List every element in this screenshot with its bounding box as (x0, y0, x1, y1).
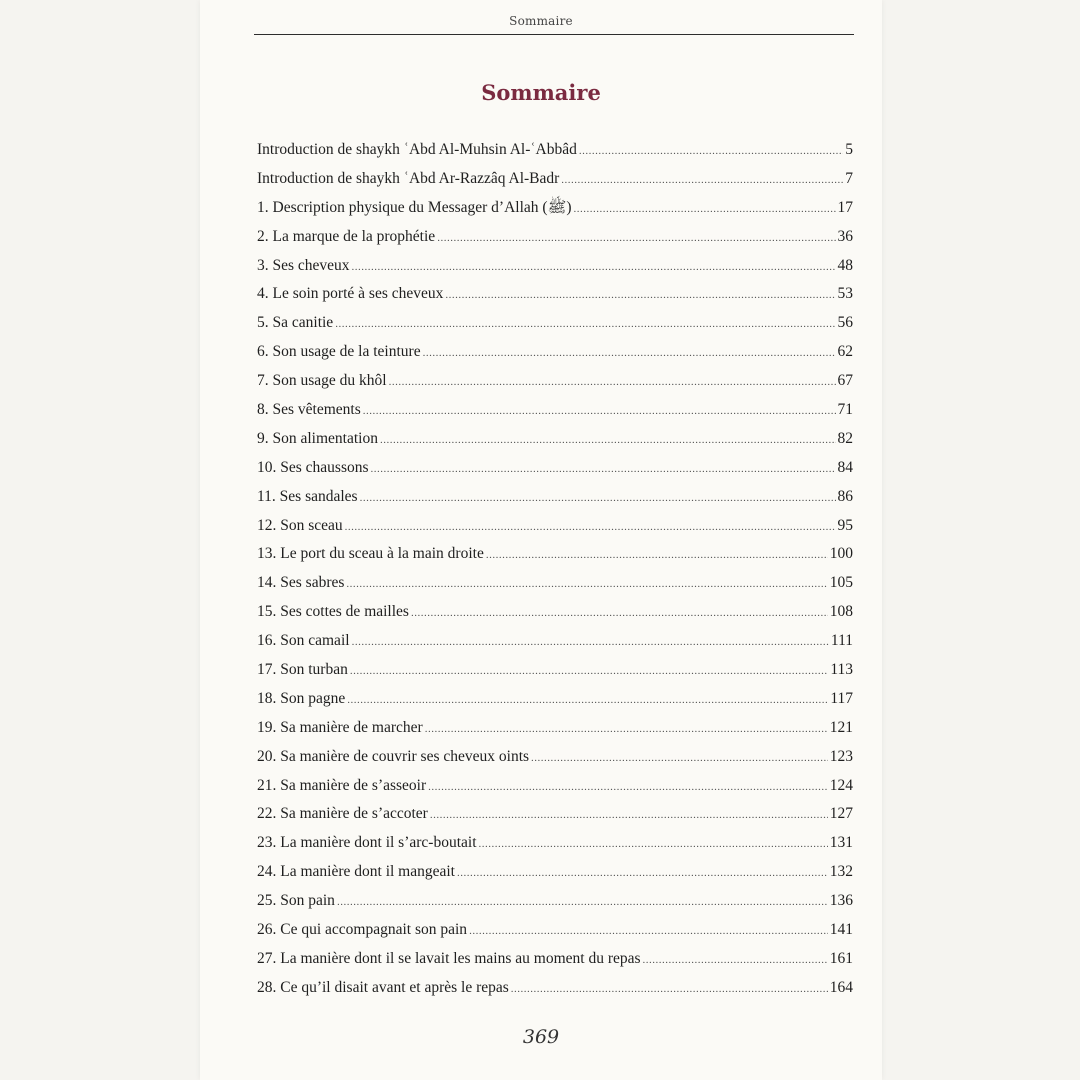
toc-entry-page: 86 (837, 487, 853, 505)
toc-entry-title: 24. La manière dont il mangeait (257, 863, 455, 881)
toc-entry-title: 1. Description physique du Messager d’Allah (ﷺ) (257, 198, 572, 216)
toc-entry (257, 800, 853, 829)
toc-entry-title: Introduction de shaykh ʿAbd Ar-Razzâq Al-Badr (257, 169, 560, 187)
dot-leader (363, 397, 836, 426)
toc-entry-title: 11. Ses sandales (257, 487, 358, 505)
dot-leader (437, 224, 835, 253)
page-number: 369 (522, 1026, 560, 1048)
dot-leader (346, 570, 827, 599)
toc-entry-title: 6. Son usage de la teinture (257, 343, 421, 361)
toc-entry-title: 5. Sa canitie (257, 314, 334, 332)
toc-entry-page: 71 (837, 401, 853, 419)
toc-entry (257, 598, 853, 627)
toc-entry (257, 829, 853, 858)
toc-entry (257, 396, 853, 425)
dot-leader (531, 744, 828, 773)
toc-entry-page: 108 (829, 603, 853, 621)
toc-entry (257, 569, 853, 598)
toc-entry-title: 10. Ses chaussons (257, 458, 369, 476)
toc-entry-title: 3. Ses cheveux (257, 256, 350, 274)
toc-entry-title: 8. Ses vêtements (257, 401, 361, 419)
toc-entry-title: Introduction de shaykh ʿAbd Al-Muhsin Al-ʿAbbâd (257, 141, 577, 158)
toc-entry-page: 127 (829, 805, 853, 823)
toc-entry (257, 714, 853, 743)
running-head: Sommaire (509, 14, 573, 28)
toc-entry-title: 19. Sa manière de marcher (257, 718, 423, 736)
toc-entry (257, 945, 853, 974)
page-title: Sommaire (481, 80, 601, 105)
toc-entry-page: 136 (829, 892, 853, 910)
toc-entry-page: 56 (837, 314, 853, 332)
toc-entry-title: 25. Son pain (257, 892, 335, 910)
toc-entry (257, 338, 853, 367)
toc-entry-title: 16. Son camail (257, 632, 350, 650)
toc-entry (257, 223, 853, 252)
toc-entry-page: 164 (829, 978, 853, 996)
toc-entry-page: 5 (845, 141, 853, 158)
toc-entry-page: 121 (829, 718, 853, 736)
toc-entry-page: 117 (830, 689, 853, 707)
dot-leader (335, 310, 835, 339)
toc-entry-page: 17 (837, 198, 853, 216)
toc-entry (257, 280, 853, 309)
toc-entry-page: 67 (837, 372, 853, 390)
toc-entry-title: 13. Le port du sceau à la main droite (257, 545, 484, 563)
toc-entry (257, 252, 853, 281)
toc-entry (257, 656, 853, 685)
toc-entry (257, 483, 853, 512)
toc-entry-page: 123 (829, 747, 853, 765)
toc-entry-page: 124 (829, 776, 853, 794)
toc-entry-page: 53 (837, 285, 853, 303)
dot-leader (428, 773, 828, 802)
toc-entry (257, 512, 853, 541)
toc-entry-title: 18. Son pagne (257, 689, 346, 707)
toc-entry (257, 685, 853, 714)
toc-entry-title: 23. La manière dont il s’arc-boutait (257, 834, 477, 852)
dot-leader (371, 455, 836, 484)
toc-entry-title: 21. Sa manière de s’asseoir (257, 776, 427, 794)
toc-entry (257, 540, 853, 569)
dot-leader (352, 628, 829, 657)
toc-entry (257, 974, 853, 1003)
toc-entry (257, 425, 853, 454)
toc-entry-page: 141 (829, 921, 853, 939)
toc-entry-title: 14. Ses sabres (257, 574, 345, 592)
dot-leader (579, 137, 843, 166)
toc-entry-page: 82 (837, 429, 853, 447)
toc-entry-title: 12. Son sceau (257, 516, 343, 534)
toc-entry-title: 7. Son usage du khôl (257, 372, 387, 390)
toc-entry (257, 309, 853, 338)
toc-entry-title: 15. Ses cottes de mailles (257, 603, 409, 621)
dot-leader (561, 166, 843, 195)
toc-entry-title: 26. Ce qui accompagnait son pain (257, 921, 468, 939)
dot-leader (345, 513, 836, 542)
toc-entry (257, 916, 853, 945)
toc-entry (257, 627, 853, 656)
toc-entry-page: 111 (830, 632, 853, 650)
toc-entry-title: 2. La marque de la prophétie (257, 227, 436, 245)
toc-entry-page: 48 (837, 256, 853, 274)
toc-entry (257, 858, 853, 887)
toc-entry-page: 105 (829, 574, 853, 592)
dot-leader (457, 859, 828, 888)
toc-entry (257, 367, 853, 396)
toc-entry-page: 132 (829, 863, 853, 881)
toc-entry-title: 22. Sa manière de s’accoter (257, 805, 428, 823)
toc-entry-title: 27. La manière dont il se lavait les mains au moment du repas (257, 949, 641, 967)
book-page (200, 0, 882, 1080)
dot-leader (643, 946, 828, 975)
dot-leader (352, 253, 836, 282)
toc-entry-page: 113 (830, 661, 853, 679)
dot-leader (479, 830, 828, 859)
toc-entry-title: 9. Son alimentation (257, 429, 378, 447)
toc-entry-page: 95 (837, 516, 853, 534)
toc-entry-page: 7 (845, 169, 853, 187)
toc-entry-page: 100 (829, 545, 853, 563)
toc-entry (257, 772, 853, 801)
table-of-contents (257, 136, 853, 1003)
dot-leader (486, 541, 828, 570)
dot-leader (511, 975, 828, 1004)
dot-leader (425, 715, 828, 744)
toc-entry (257, 743, 853, 772)
toc-entry (257, 165, 853, 194)
dot-leader (411, 599, 828, 628)
toc-entry (257, 194, 853, 223)
dot-leader (360, 484, 836, 513)
toc-entry-title: 4. Le soin porté à ses cheveux (257, 285, 444, 303)
dot-leader (423, 339, 836, 368)
toc-entry-title: 20. Sa manière de couvrir ses cheveux oints (257, 747, 530, 765)
toc-entry (257, 454, 853, 483)
dot-leader (347, 686, 828, 715)
dot-leader (430, 801, 828, 830)
toc-entry-page: 84 (837, 458, 853, 476)
toc-entry (257, 136, 853, 165)
toc-entry-title: 17. Son turban (257, 661, 348, 679)
dot-leader (389, 368, 836, 397)
dot-leader (469, 917, 828, 946)
toc-entry-page: 62 (837, 343, 853, 361)
header-rule (254, 34, 854, 35)
dot-leader (380, 426, 836, 455)
toc-entry-page: 131 (829, 834, 853, 852)
toc-entry-page: 161 (829, 949, 853, 967)
dot-leader (573, 195, 835, 224)
dot-leader (445, 281, 835, 310)
toc-entry-page: 36 (837, 227, 853, 245)
dot-leader (337, 888, 828, 917)
dot-leader (350, 657, 828, 686)
toc-entry (257, 887, 853, 916)
toc-entry-title: 28. Ce qu’il disait avant et après le repas (257, 978, 509, 996)
